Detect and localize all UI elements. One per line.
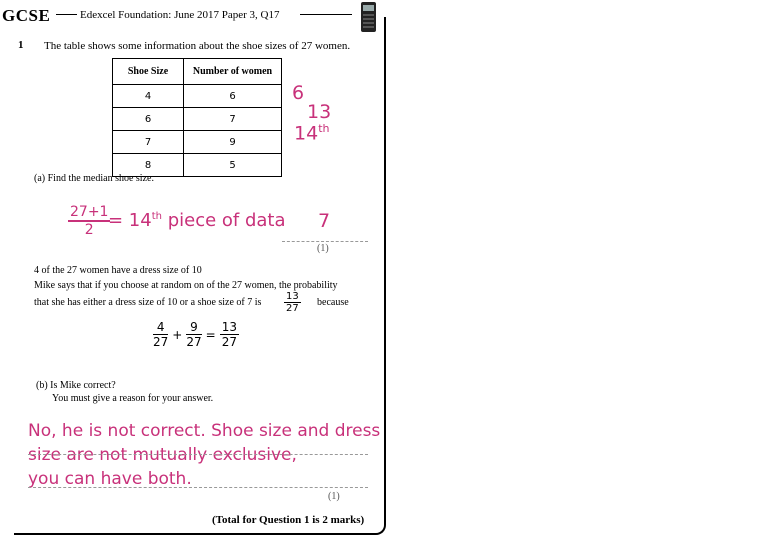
table-row	[113, 108, 282, 131]
handwritten-cumulative-6: 6	[292, 82, 305, 104]
answer-line-b1	[28, 454, 368, 455]
context-because: because	[317, 297, 349, 308]
table-row	[113, 85, 282, 108]
handwritten-position-14th	[294, 122, 329, 144]
header-rule-right	[300, 14, 352, 15]
handwritten-median-working	[108, 210, 286, 231]
position-suffix: th	[318, 122, 330, 135]
handwritten-answer-line: No, he is not correct. Shoe size and dress	[28, 421, 381, 441]
probability-fraction	[284, 291, 301, 314]
working-suffix: th	[151, 211, 162, 222]
fraction-13-27	[220, 320, 239, 349]
column-header-number-of-women: Number of women	[184, 59, 282, 85]
cell-frequency: 9	[184, 131, 282, 154]
question-number: 1	[18, 39, 24, 51]
part-b-instruction: You must give a reason for your answer.	[52, 393, 214, 404]
handwritten-answer-line: you can have both.	[28, 469, 192, 489]
brand-logo: GCSE	[2, 6, 51, 25]
context-line-1: 4 of the 27 women have a dress size of 10	[34, 265, 202, 276]
handwritten-cumulative-13: 13	[307, 101, 332, 123]
probability-calculation	[153, 320, 239, 349]
fraction-denominator: 27	[153, 335, 169, 349]
cell-frequency: 5	[184, 154, 282, 177]
fraction-denominator: 27	[221, 335, 237, 349]
fraction-denominator: 27	[186, 335, 202, 349]
cell-frequency: 7	[184, 108, 282, 131]
cell-shoe-size: 8	[113, 154, 184, 177]
header-rule-left	[56, 14, 77, 15]
working-equals: = 14	[108, 210, 152, 231]
cell-shoe-size: 7	[113, 131, 184, 154]
answer-line-b2	[28, 487, 368, 488]
fraction-numerator: 9	[190, 320, 198, 334]
shoe-size-table	[112, 58, 282, 177]
part-b-prompt: (b) Is Mike correct?	[36, 380, 116, 391]
fraction-4-27	[153, 320, 168, 349]
cell-shoe-size: 6	[113, 108, 184, 131]
column-header-shoe-size: Shoe Size	[113, 59, 184, 85]
question-intro: The table shows some information about the shoe sizes of 27 women.	[44, 40, 351, 52]
fraction-9-27	[186, 320, 201, 349]
handwritten-median-fraction	[68, 204, 110, 238]
fraction-numerator: 13	[221, 320, 237, 334]
working-tail: piece of data	[161, 210, 286, 231]
paper-title: Edexcel Foundation: June 2017 Paper 3, Q17	[80, 9, 280, 21]
part-a-prompt: (a) Find the median shoe size.	[34, 173, 154, 184]
answer-line-a	[282, 241, 368, 242]
context-line-3: that she has either a dress size of 10 or a shoe size of 7 is	[34, 297, 262, 308]
total-marks: (Total for Question 1 is 2 marks)	[212, 514, 365, 526]
fraction-denominator: 27	[286, 303, 299, 314]
position-number: 14	[294, 122, 319, 145]
cell-shoe-size: 4	[113, 85, 184, 108]
table-header-row	[113, 59, 282, 85]
part-b-marks: (1)	[328, 491, 340, 502]
fraction-numerator: 4	[156, 320, 165, 334]
part-a-marks: (1)	[317, 243, 329, 254]
handwritten-answer-line: size are not mutually exclusive,	[28, 445, 297, 465]
fraction-numerator: 27+1	[70, 204, 109, 220]
cell-frequency: 6	[184, 85, 282, 108]
fraction-denominator: 2	[84, 221, 94, 238]
fraction-numerator: 13	[286, 291, 299, 302]
context-line-2: Mike says that if you choose at random on of the 27 women, the probability	[34, 280, 338, 291]
table-row	[113, 131, 282, 154]
equals-sign: =	[205, 327, 216, 342]
plus-sign: +	[172, 327, 183, 342]
part-a-answer: 7	[318, 210, 331, 232]
